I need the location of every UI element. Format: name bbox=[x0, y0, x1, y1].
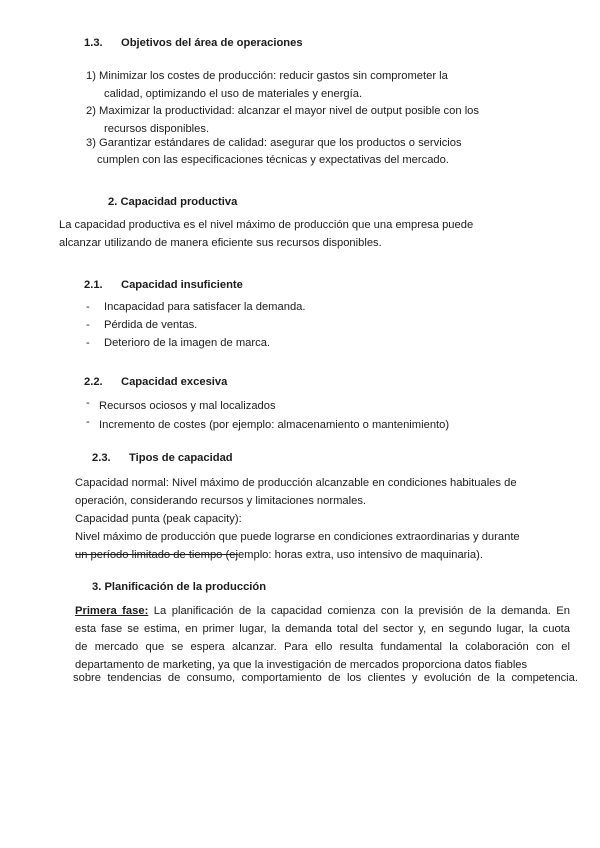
section-2-3-text-line5 bbox=[75, 548, 483, 563]
section-2-3-text-line2: operación, considerando recursos y limitaciones normales. bbox=[75, 495, 367, 507]
section-2-text-line2: alcanzar utilizando de manera eficiente sus recursos disponibles. bbox=[59, 237, 382, 249]
section-3-text-line2: esta fase se estima, en primer lugar, la demanda total del sector y, en segundo lugar, la cuota bbox=[75, 623, 570, 635]
objective-1-line2: calidad, optimizando el uso de materiales y energía. bbox=[104, 88, 363, 100]
section-2-text-line1: La capacidad productiva es el nivel máximo de producción que una empresa puede bbox=[59, 219, 474, 231]
objective-3-line2: cumplen con las especificaciones técnicas y expectativas del mercado. bbox=[97, 154, 449, 166]
section-3-text-line4: departamento de marketing, ya que la investigación de mercados proporciona datos fiables bbox=[75, 659, 528, 671]
section-3-text-line3: de mercado que se espera alcanzar. Para ello resulta fundamental la colaboración con el bbox=[75, 641, 570, 653]
section-2-3-text-line3: Capacidad punta (peak capacity): bbox=[75, 513, 242, 525]
list-item bbox=[86, 318, 197, 333]
bullet: - bbox=[86, 397, 90, 409]
section-2-3-text-line4: Nivel máximo de producción que puede lograrse en condiciones extraordinarias y durante bbox=[75, 531, 520, 543]
list-item bbox=[86, 399, 276, 414]
objective-2-line2: recursos disponibles. bbox=[104, 123, 210, 135]
lead-label: Primera fase: bbox=[75, 605, 149, 617]
list-item bbox=[86, 418, 449, 433]
objective-2-line1: 2) Maximizar la productividad: alcanzar el mayor nivel de output posible con los bbox=[86, 105, 479, 117]
section-number: 1.3. bbox=[84, 37, 103, 49]
struck-text: un período limitado de tiempo (ej bbox=[75, 549, 238, 561]
line-text: emplo: horas extra, uso intensivo de maquinaria). bbox=[237, 549, 483, 561]
bullet: - bbox=[86, 301, 90, 313]
section-number: 2.2. bbox=[84, 376, 103, 388]
list-item-text: Incapacidad para satisfacer la demanda. bbox=[104, 301, 306, 313]
bullet: - bbox=[86, 337, 90, 349]
list-item-text: Incremento de costes (por ejemplo: almacenamiento o mantenimiento) bbox=[99, 419, 450, 431]
section-number: 2.3. bbox=[92, 452, 111, 464]
section-title: Capacidad excesiva bbox=[121, 376, 228, 388]
section-2-1-heading bbox=[84, 278, 243, 293]
objective-1-line1: 1) Minimizar los costes de producción: reducir gastos sin comprometer la bbox=[86, 70, 448, 82]
section-2-heading: 2. Capacidad productiva bbox=[108, 196, 238, 208]
section-1-3-heading bbox=[84, 36, 303, 51]
list-item-text: Recursos ociosos y mal localizados bbox=[99, 400, 276, 412]
section-3-text-line5: sobre tendencias de consumo, comportamiento de los clientes y evolución de la competencia. bbox=[73, 672, 578, 684]
list-item bbox=[86, 336, 270, 351]
list-item-text: Deterioro de la imagen de marca. bbox=[104, 337, 271, 349]
section-2-2-heading bbox=[84, 375, 227, 390]
section-3-text-line1 bbox=[75, 604, 570, 619]
section-title: Tipos de capacidad bbox=[129, 452, 233, 464]
list-item-text: Pérdida de ventas. bbox=[104, 319, 198, 331]
bullet: - bbox=[86, 416, 90, 428]
section-number: 2.1. bbox=[84, 279, 103, 291]
section-2-3-text-line1: Capacidad normal: Nivel máximo de producción alcanzable en condiciones habituales de bbox=[75, 477, 517, 489]
objective-3-line1: 3) Garantizar estándares de calidad: asegurar que los productos o servicios bbox=[86, 137, 462, 149]
line-text: La planificación de la capacidad comienza con la previsión de la demanda. En bbox=[148, 605, 570, 617]
section-2-3-heading bbox=[92, 451, 233, 466]
bullet: - bbox=[86, 319, 90, 331]
section-3-heading: 3. Planificación de la producción bbox=[92, 581, 267, 593]
list-item bbox=[86, 300, 306, 315]
section-title: Capacidad insuficiente bbox=[121, 279, 243, 291]
section-title: Objetivos del área de operaciones bbox=[121, 37, 303, 49]
